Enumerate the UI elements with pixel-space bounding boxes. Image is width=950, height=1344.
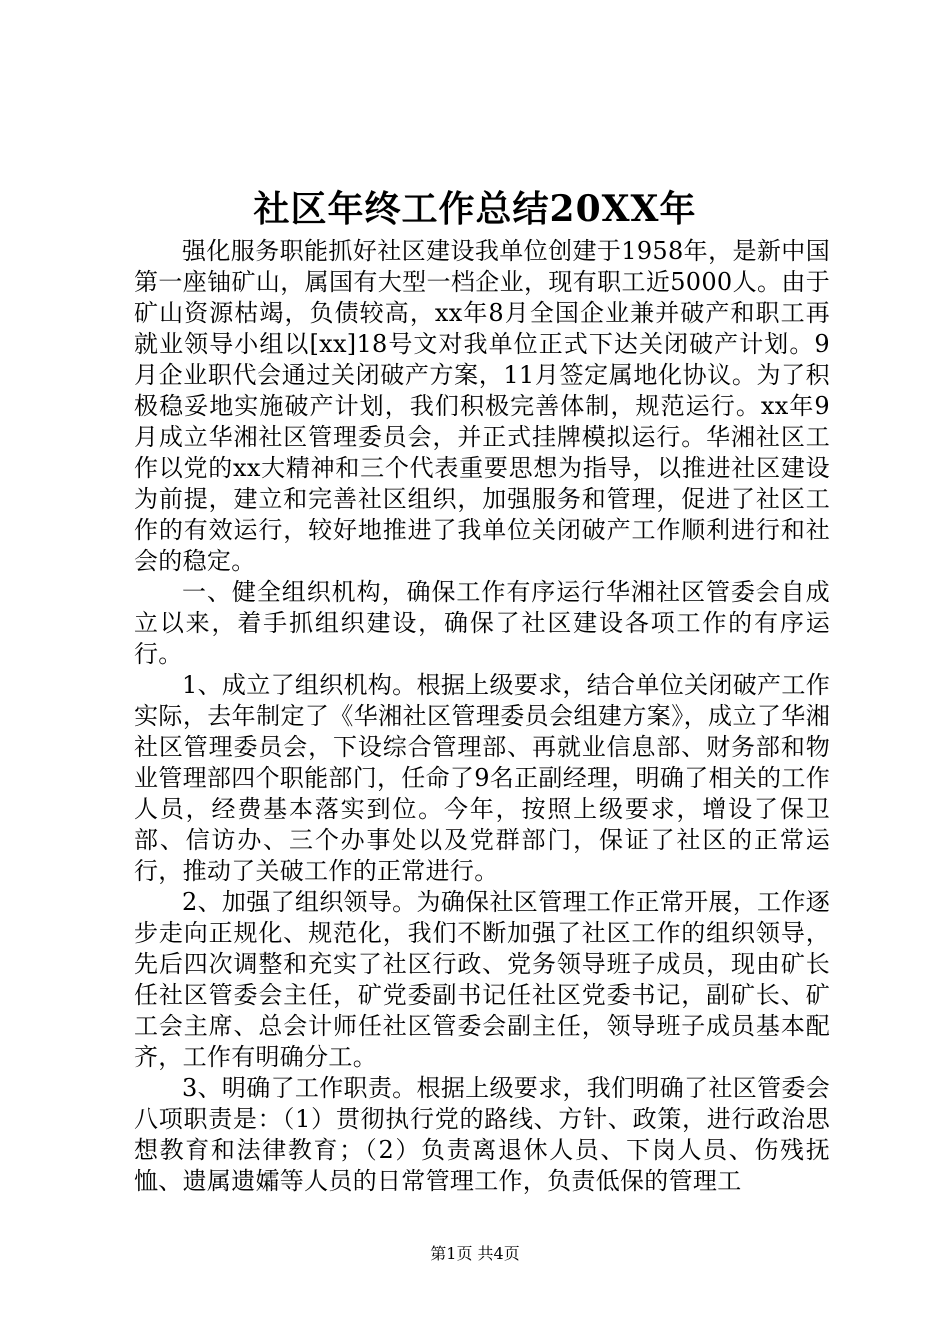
paragraph-section-1: 一、健全组织机构，确保工作有序运行华湘社区管委会自成立以来，着手抓组织建设，确保了社区建设各项工作的有序运行。 — [134, 578, 830, 668]
paragraph-item-3: 3、明确了工作职责。根据上级要求，我们明确了社区管委会八项职责是：（1）贯彻执行党的路线、方针、政策，进行政治思想教育和法律教育；（2）负责离退休人员、下岗人员、伤残抚恤、遗属遗孀等人员的日常管理工作，负责低保的管理工 — [134, 1074, 830, 1195]
paragraph-item-2: 2、加强了组织领导。为确保社区管理工作正常开展，工作逐步走向正规化、规范化，我们不断加强了社区工作的组织领导，先后四次调整和充实了社区行政、党务领导班子成员，现由矿长任社区管委会主任，矿党委副书记任社区党委书记，副矿长、矿工会主席、总会计师任社区管委会副主任，领导班子成员基本配齐，工作有明确分工。 — [134, 888, 830, 1071]
paragraph-intro: 强化服务职能抓好社区建设我单位创建于1958年，是新中国第一座铀矿山，属国有大型一档企业，现有职工近5000人。由于矿山资源枯竭，负债较高，xx年8月全国企业兼并破产和职工再就业领导小组以[xx]18号文对我单位正式下达关闭破产计划。9月企业职代会通过关闭破产方案，11月签定属地化协议。为了积极稳妥地实施破产计划，我们积极完善体制，规范运行。xx年9月成立华湘社区管理委员会，并正式挂牌模拟运行。华湘社区工作以党的xx大精神和三个代表重要思想为指导，以推进社区建设为前提，建立和完善社区组织，加强服务和管理，促进了社区工作的有效运行，较好地推进了我单位关闭破产工作顺利进行和社会的稳定。 — [134, 237, 830, 575]
page-footer: 第1页 共4页 — [430, 1244, 520, 1263]
document-title: 社区年终工作总结20XX年 — [253, 188, 697, 230]
paragraph-item-1: 1、成立了组织机构。根据上级要求，结合单位关闭破产工作实际，去年制定了《华湘社区管理委员会组建方案》，成立了华湘社区管理委员会，下设综合管理部、再就业信息部、财务部和物业管理部四个职能部门，任命了9名正副经理，明确了相关的工作人员，经费基本落实到位。今年，按照上级要求，增设了保卫部、信访办、三个办事处以及党群部门，保证了社区的正常运行，推动了关破工作的正常进行。 — [134, 671, 830, 885]
document-body — [134, 236, 830, 1197]
